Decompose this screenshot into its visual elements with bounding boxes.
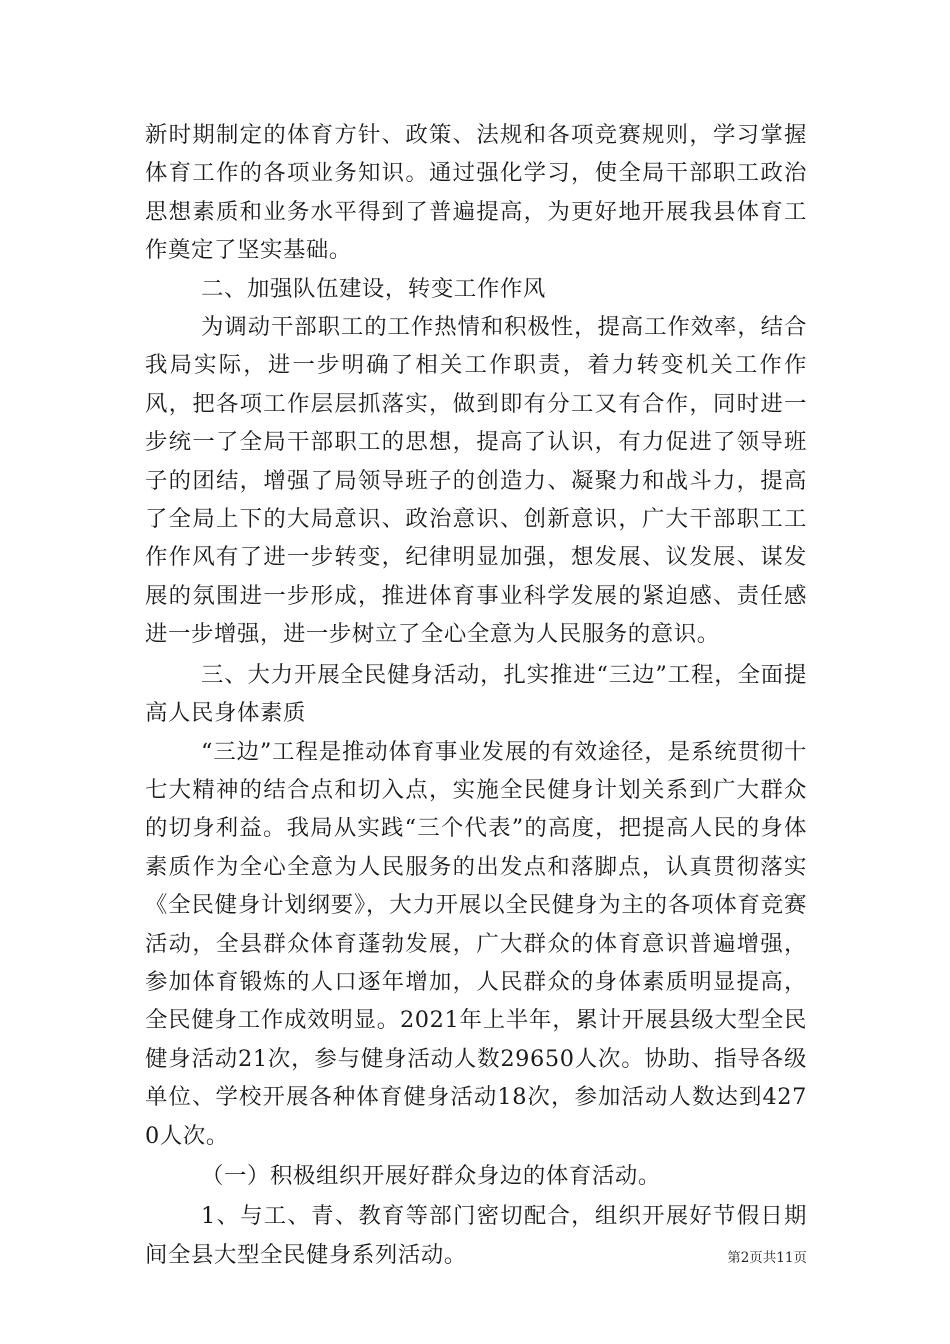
page-number-footer: 第2页共11页 — [727, 1250, 807, 1266]
section-heading-team-building: 二、加强队伍建设，转变工作作风 — [201, 275, 546, 302]
section-heading-fitness: 三、大力开展全民健身活动，扎实推进“三边”工程，全面提高人民身体素质 — [145, 661, 807, 727]
list-item-holiday-activities: 1、与工、青、教育等部门密切配合，组织开展好节假日期间全县大型全民健身系列活动。 — [145, 1203, 807, 1268]
subsection-heading-activities: （一）积极组织开展好群众身边的体育活动。 — [201, 1162, 661, 1189]
paragraph-study-summary: 新时期制定的体育方针、政策、法规和各项竞赛规则，学习掌握体育工作的各项业务知识。通过强化学习，使全局干部职工政治思想素质和业务水平得到了普遍提高，为更好地开展我县体育工作奠定了坚实基础。 — [145, 122, 807, 264]
document-body — [145, 116, 807, 1274]
paragraph-team-building: 为调动干部职工的工作热情和积极性，提高工作效率，结合我局实际，进一步明确了相关工作职责，着力转变机关工作作风，把各项工作层层抓落实，做到即有分工又有合作，同时进一步统一了全局干部职工的思想，提高了认识，有力促进了领导班子的团结，增强了局领导班子的创造力、凝聚力和战斗力，提高了全局上下的大局意识、政治意识、创新意识，广大干部职工工作作风有了进一步转变，纪律明显加强，想发展、议发展、谋发展的氛围进一步形成，推进体育事业科学发展的紧迫感、责任感进一步增强，进一步树立了全心全意为人民服务的意识。 — [145, 314, 807, 648]
paragraph-fitness: “三边”工程是推动体育事业发展的有效途径，是系统贯彻十七大精神的结合点和切入点，实施全民健身计划关系到广大群众的切身利益。我局从实践“三个代表”的高度，把提高人民的身体素质作为全心全意为人民服务的出发点和落脚点，认真贯彻落实《全民健身计划纲要》，大力开展以全民健身为主的各项体育竞赛活动，全县群众体育蓬勃发展，广大群众的体育意识普遍增强，参加体育锻炼的人口逐年增加，人民群众的身体素质明显提高，全民健身工作成效明显。2021年上半年，累计开展县级大型全民健身活动21次，参与健身活动人数29650人次。协助、指导各级单位、学校开展各种体育健身活动18次，参加活动人数达到4270人次。 — [145, 738, 807, 1149]
